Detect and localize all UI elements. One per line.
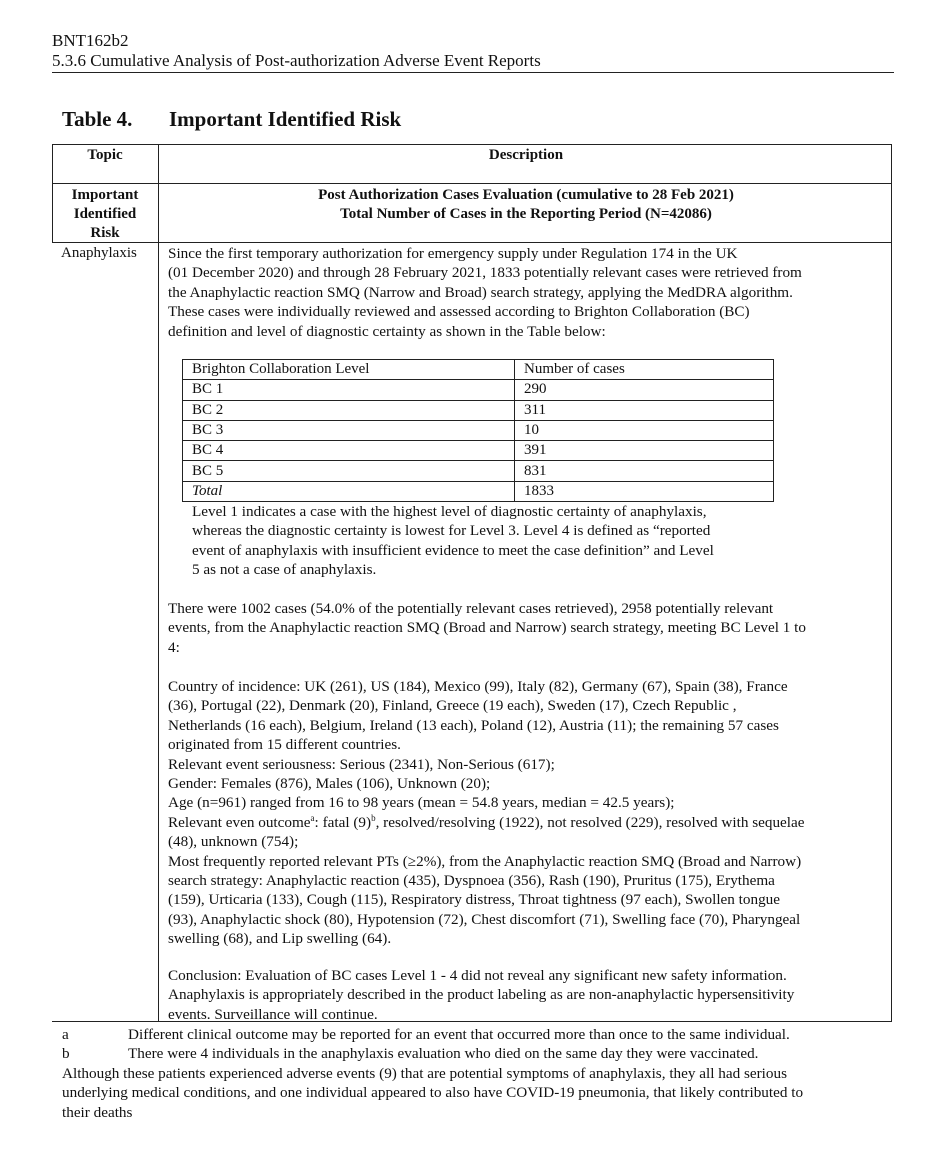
footnote-ref-a: a <box>310 812 315 823</box>
paragraph-line: These cases were individually reviewed and assessed according to Brighton Collaboration (BC) <box>168 303 750 321</box>
footnote-line: underlying medical conditions, and one individual appeared to also have COVID-19 pneumonia, that likely contributed to <box>62 1084 804 1102</box>
row-topic: Anaphylaxis <box>61 245 137 261</box>
column-header-topic: Topic <box>87 147 123 163</box>
paragraph-line: 4: <box>168 638 180 656</box>
footnote-b-continuation <box>62 1064 803 1122</box>
footnote-b-mark: b <box>62 1045 70 1062</box>
paragraph-line: swelling (68), and Lip swelling (64). <box>168 930 392 948</box>
bc-count-cell: 311 <box>515 400 774 420</box>
bc-count-cell: 10 <box>515 420 774 440</box>
paragraph-line: the Anaphylactic reaction SMQ (Narrow and Broad) search strategy, applying the MedDRA algorithm. <box>168 283 793 301</box>
table-border-right <box>891 144 892 1022</box>
document-product-name: BNT162b2 <box>52 31 129 50</box>
footnote-ref-b: b <box>371 812 376 823</box>
outcome-fatal: : fatal (9) <box>314 813 372 831</box>
column-header-description: Description <box>488 147 564 163</box>
paragraph-line: event of anaphylaxis with insufficient evidence to meet the case definition” and Level <box>192 541 714 559</box>
footnote-b-text: There were 4 individuals in the anaphylaxis evaluation who died on the same day they were vaccinated. <box>128 1045 759 1062</box>
risk-header-description-line: Total Number of Cases in the Reporting Period (N=42086) <box>340 206 712 222</box>
footnote-line: their deaths <box>62 1103 133 1121</box>
footnote-a-text: Different clinical outcome may be reported for an event that occurred more than once to the same individual. <box>128 1026 790 1043</box>
risk-header-topic <box>52 186 158 243</box>
document-section-title: 5.3.6 Cumulative Analysis of Post-authorization Adverse Event Reports <box>52 51 541 70</box>
footnote-line: Although these patients experienced adverse events (9) that are potential symptoms of anaphylaxis, they all had serious <box>62 1065 787 1082</box>
paragraph-line: (159), Urticaria (133), Cough (115), Respiratory distress, Throat tightness (97 each), Swollen tongue <box>168 891 781 909</box>
paragraph-line: (48), unknown (754); <box>168 833 299 851</box>
paragraph-line: Anaphylaxis is appropriately described in the product labeling as are non-anaphylactic hypersensitivity <box>168 986 795 1004</box>
bc-level-cell: BC 5 <box>183 461 515 481</box>
table-border-top <box>52 144 892 145</box>
paragraph-line: whereas the diagnostic certainty is lowest for Level 3. Level 4 is defined as “reported <box>192 522 711 540</box>
bc-level-cell: BC 3 <box>183 420 515 440</box>
table-row <box>183 380 774 400</box>
outcome-line <box>168 813 888 832</box>
bc-table-header-row <box>183 360 774 380</box>
bc-total-count: 1833 <box>515 481 774 501</box>
paragraph-line: definition and level of diagnostic certainty as shown in the Table below: <box>168 322 606 340</box>
bc-level-cell: BC 1 <box>183 380 515 400</box>
table-column-divider <box>158 144 159 1022</box>
paragraph-line: (36), Portugal (22), Denmark (20), Finland, Greece (19 each), Sweden (17), Czech Republic , <box>168 697 737 715</box>
paragraph-line: (01 December 2020) and through 28 February 2021, 1833 potentially relevant cases were retrieved from <box>168 264 802 282</box>
paragraph-line: originated from 15 different countries. <box>168 736 401 754</box>
table-number: Table 4. <box>62 107 133 131</box>
outcome-rest: , resolved/resolving (1922), not resolved (229), resolved with sequelae <box>375 813 805 831</box>
bc-count-cell: 391 <box>515 441 774 461</box>
paragraph-line: events, from the Anaphylactic reaction SMQ (Broad and Narrow) search strategy, meeting BC Level 1 to <box>168 619 806 637</box>
bc-total-row <box>183 481 774 501</box>
bc-header-count: Number of cases <box>515 360 774 380</box>
table-row <box>183 400 774 420</box>
footnote-a-mark: a <box>62 1026 69 1043</box>
table-header-divider <box>52 183 892 184</box>
summary-paragraph <box>168 599 888 657</box>
paragraph-line: Age (n=961) ranged from 16 to 98 years (mean = 54.8 years, median = 42.5 years); <box>168 794 675 812</box>
paragraph-line: 5 as not a case of anaphylaxis. <box>192 561 377 579</box>
intro-paragraph <box>168 244 888 341</box>
bc-level-cell: BC 2 <box>183 400 515 420</box>
bc-header-level: Brighton Collaboration Level <box>183 360 515 380</box>
table-row <box>183 461 774 481</box>
paragraph-line: events. Surveillance will continue. <box>168 1005 378 1023</box>
brighton-collaboration-table <box>182 359 774 502</box>
paragraph-line: Level 1 indicates a case with the highest level of diagnostic certainty of anaphylaxis, <box>192 503 707 520</box>
paragraph-line: Netherlands (16 each), Belgium, Ireland (13 each), Poland (12), Austria (11); the remaining 57 cases <box>168 716 779 734</box>
risk-header-description-line: Post Authorization Cases Evaluation (cumulative to 28 Feb 2021) <box>318 187 734 203</box>
table-title: Important Identified Risk <box>169 107 402 131</box>
risk-header-description <box>160 186 892 224</box>
risk-header-topic-line: Important <box>71 187 139 203</box>
conclusion-paragraph <box>168 966 888 1024</box>
table-row <box>183 420 774 440</box>
bc-level-cell: BC 4 <box>183 441 515 461</box>
bc-count-cell: 831 <box>515 461 774 481</box>
paragraph-line: Since the first temporary authorization for emergency supply under Regulation 174 in the UK <box>168 245 738 262</box>
details-paragraph <box>168 677 888 949</box>
bc-count-cell: 290 <box>515 380 774 400</box>
bc-table-note <box>192 502 714 580</box>
paragraph-line: There were 1002 cases (54.0% of the potentially relevant cases retrieved), 2958 potentially relevant <box>168 600 774 617</box>
table-risk-divider <box>52 242 892 243</box>
paragraph-line: Country of incidence: UK (261), US (184), Mexico (99), Italy (82), Germany (67), Spain (38), France <box>168 678 788 695</box>
header-divider <box>52 72 894 73</box>
bc-total-label: Total <box>183 481 515 501</box>
paragraph-line: Conclusion: Evaluation of BC cases Level 1 - 4 did not reveal any significant new safety information. <box>168 967 787 984</box>
paragraph-line: Most frequently reported relevant PTs (≥2%), from the Anaphylactic reaction SMQ (Broad and Narrow) <box>168 852 802 870</box>
paragraph-line: (93), Anaphylactic shock (80), Hypotension (72), Chest discomfort (71), Swelling face (70), Pharyngeal <box>168 910 801 928</box>
paragraph-line: Relevant event seriousness: Serious (2341), Non-Serious (617); <box>168 755 555 773</box>
table-row <box>183 441 774 461</box>
risk-header-topic-line: Risk <box>90 225 120 241</box>
risk-header-topic-line: Identified <box>73 206 137 222</box>
paragraph-line: search strategy: Anaphylactic reaction (435), Dyspnoea (356), Rash (190), Pruritus (175), Erythema <box>168 872 775 890</box>
outcome-lead: Relevant even outcome <box>168 813 311 831</box>
paragraph-line: Gender: Females (876), Males (106), Unknown (20); <box>168 775 491 793</box>
